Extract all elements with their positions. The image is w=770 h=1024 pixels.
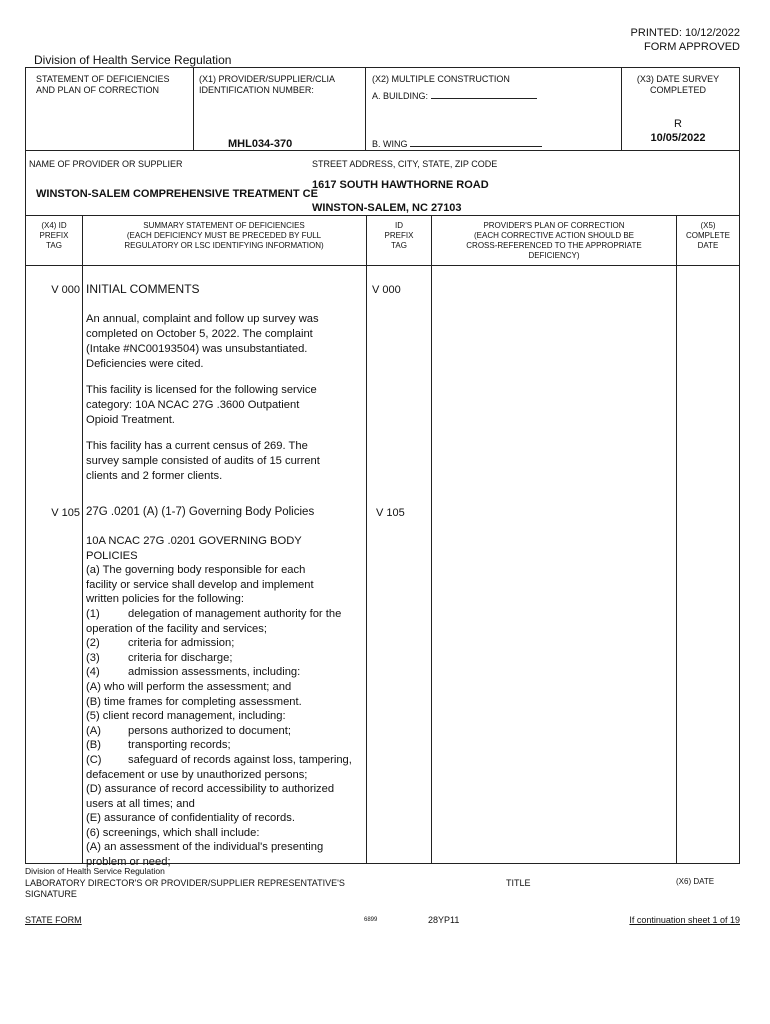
v000-tag: V 000: [51, 284, 80, 296]
v000-title: INITIAL COMMENTS: [86, 282, 200, 296]
city-state-zip: WINSTON-SALEM, NC 27103: [312, 202, 462, 214]
v105-right-tag: V 105: [376, 507, 405, 519]
continuation-sheet: If continuation sheet 1 of 19: [629, 915, 740, 925]
v105-title: 27G .0201 (A) (1-7) Governing Body Policies: [86, 506, 315, 518]
rule-line: (5) client record management, including:: [86, 710, 286, 723]
x3-r: R: [674, 118, 682, 130]
rule-line: (A) who will perform the assessment; and: [86, 680, 292, 693]
x1-label: (X1) PROVIDER/SUPPLIER/CLIA IDENTIFICATION NUMBER:: [199, 74, 336, 95]
divider: [365, 67, 366, 150]
rule-line: operation of the facility and services;: [86, 622, 267, 635]
footer-division: Division of Health Service Regulation: [25, 866, 165, 876]
rule-line: (3) criteria for discharge;: [86, 651, 233, 664]
divider: [25, 215, 740, 216]
rule-line: (4) admission assessments, including:: [86, 666, 301, 679]
form-code: 6899: [364, 917, 378, 923]
address-label: STREET ADDRESS, CITY, STATE, ZIP CODE: [312, 159, 498, 169]
x3-date: 10/05/2022: [650, 132, 706, 144]
division-title: Division of Health Service Regulation: [34, 53, 232, 67]
rule-line: (D) assurance of record accessibility to authorized: [86, 783, 335, 796]
rule-line: facility or service shall develop and implement: [86, 578, 314, 591]
column-divider: [676, 215, 677, 864]
rule-line: (E) assurance of confidentiality of records.: [86, 812, 295, 825]
statement-label: STATEMENT OF DEFICIENCIES AND PLAN OF CORRECTION: [36, 74, 170, 95]
summary-header: SUMMARY STATEMENT OF DEFICIENCIES (EACH DEFICIENCY MUST BE PRECEDED BY FULL REGULATORY OR LSC IDENTIFYING INFORMATION): [124, 221, 324, 250]
wing-field: B. WING: [372, 138, 542, 150]
rule-line: (A) persons authorized to document;: [86, 724, 291, 737]
rule-line: problem or need;: [86, 856, 171, 869]
rule-line: POLICIES: [86, 549, 138, 562]
form-approved: FORM APPROVED: [644, 41, 740, 53]
building-field: A. BUILDING:: [372, 90, 537, 102]
v000-right-tag: V 000: [372, 284, 401, 296]
x2-label: (X2) MULTIPLE CONSTRUCTION: [372, 74, 510, 84]
x5-header: (X5) COMPLETE DATE: [685, 221, 730, 250]
v000-body: An annual, complaint and follow up survey was completed on October 5, 2022. The complaint (Intake #NC00193504) was unsubstantiated. Deficiencies were cited. This facility is licensed for the following service category: 10A NCAC 27G .3600 Outpatient Opioid Treatment. This facility has a current census of 269. The survey sample consisted of audits of 15 current clients and 2 former clients.: [86, 313, 320, 482]
rule-line: defacement or use by unauthorized persons;: [86, 768, 308, 781]
form-id: 28YP11: [428, 915, 460, 925]
rule-line: users at all times; and: [86, 797, 195, 810]
provider-name: WINSTON-SALEM COMPREHENSIVE TREATMENT CE: [36, 188, 318, 200]
divider: [25, 150, 740, 151]
provider-name-label: NAME OF PROVIDER OR SUPPLIER: [29, 159, 183, 169]
state-form-label: STATE FORM: [25, 915, 82, 925]
signature-label: LABORATORY DIRECTOR'S OR PROVIDER/SUPPLIER REPRESENTATIVE'S SIGNATURE: [25, 878, 345, 899]
v105-tag: V 105: [51, 507, 80, 519]
printed-date: PRINTED: 10/12/2022: [630, 27, 740, 39]
rule-line: (C) safeguard of records against loss, tampering,: [86, 753, 352, 766]
rule-line: (6) screenings, which shall include:: [86, 826, 260, 839]
rule-line: (B) transporting records;: [86, 739, 231, 752]
divider: [25, 265, 740, 266]
rule-line: (2) criteria for admission;: [86, 637, 235, 650]
v105-rule-text: [86, 534, 364, 870]
divider: [621, 67, 622, 150]
rule-line: (1) delegation of management authority for the: [86, 607, 342, 620]
x3-label: (X3) DATE SURVEY COMPLETED: [636, 74, 720, 95]
divider: [193, 67, 194, 150]
plan-header: PROVIDER'S PLAN OF CORRECTION (EACH CORRECTIVE ACTION SHOULD BE CROSS-REFERENCED TO THE APPROPRIATE DEFICIENCY): [466, 221, 642, 260]
title-label: TITLE: [506, 878, 531, 888]
rule-line: (a) The governing body responsible for each: [86, 564, 306, 577]
x4-header: (X4) ID PREFIX TAG: [39, 221, 69, 250]
street-address: 1617 SOUTH HAWTHORNE ROAD: [312, 179, 489, 191]
column-divider: [366, 215, 367, 864]
x6-date-label: (X6) DATE: [676, 877, 715, 886]
x1-value: MHL034-370: [228, 138, 293, 150]
rule-line: 10A NCAC 27G .0201 GOVERNING BODY: [86, 535, 302, 547]
column-divider: [431, 215, 432, 864]
id-header: ID PREFIX TAG: [384, 221, 414, 250]
rule-line: written policies for the following:: [86, 593, 244, 606]
rule-line: (A) an assessment of the individual's presenting: [86, 841, 324, 854]
column-divider: [82, 215, 83, 864]
rule-line: (B) time frames for completing assessment.: [86, 695, 302, 708]
